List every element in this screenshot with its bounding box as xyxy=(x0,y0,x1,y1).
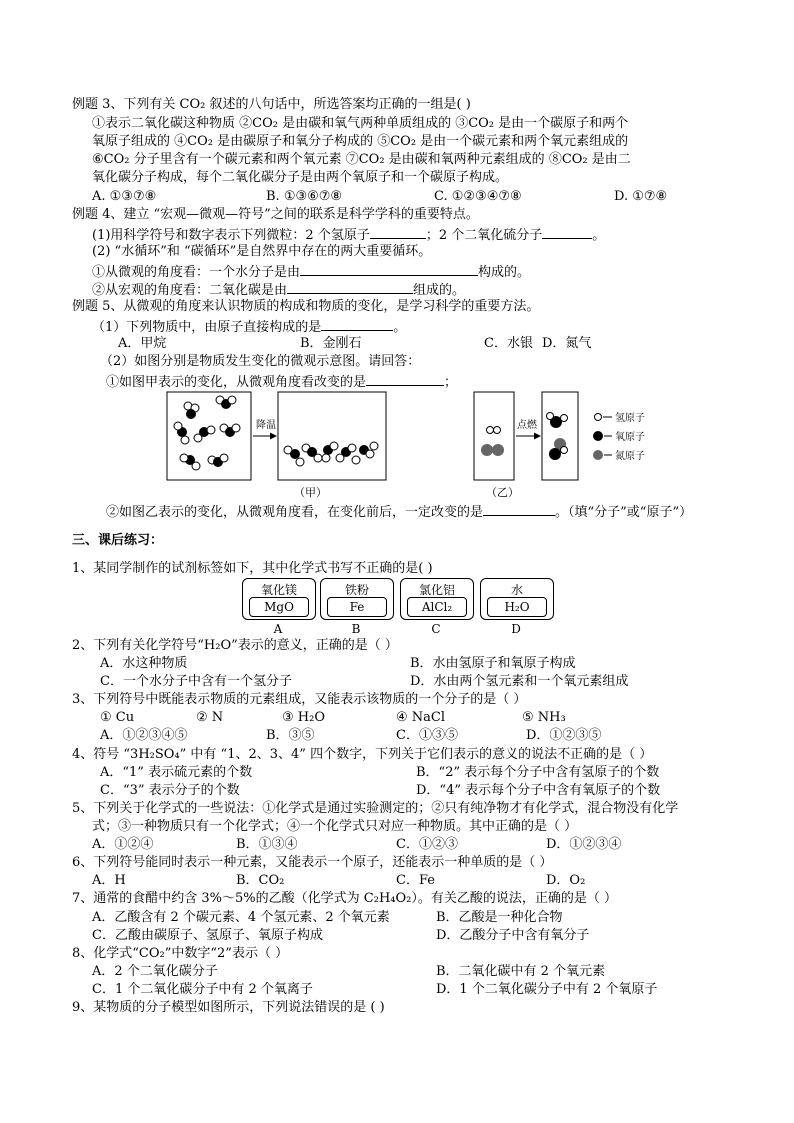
ex3-stem: 例题 3、下列有关 CO₂ 叙述的八句话中，所选答案均正确的一组是( ) xyxy=(72,97,471,112)
ex5-q2a-post: ； xyxy=(444,375,458,390)
q8-stem: 8、化学式“CO₂”中数字“2”表示（ ） xyxy=(72,946,289,961)
ex5-q2a-text: ①如图甲表示的变化，从微观角度看改变的是 xyxy=(106,375,367,390)
microscopic-diagram xyxy=(160,388,680,500)
answer-blank[interactable] xyxy=(542,225,592,239)
reagent-label-a xyxy=(242,578,316,620)
q9-stem: 9、某物质的分子模型如图所示，下列说法错误的是 ( ) xyxy=(72,1000,385,1015)
ex5-option-d: D．氮气 xyxy=(542,336,592,351)
reagent-label-c xyxy=(400,578,474,620)
q8-option-c: C．1 个二氧化碳分子中有 2 个氧离子 xyxy=(92,982,313,997)
q3-option-c: C．①③⑤ xyxy=(396,728,458,743)
reagent-name: 水 xyxy=(510,583,523,597)
figure-label-jia: （甲） xyxy=(294,486,327,499)
ex4-q2a-text: ①从微观的角度看：一个水分子是由 xyxy=(92,265,301,280)
q8-option-b: B．二氧化碳中有 2 个氧元素 xyxy=(436,964,606,979)
figure-label-yi: （乙） xyxy=(486,486,519,499)
q8-option-d: D．1 个二氧化碳分子中有 2 个氧原子 xyxy=(436,982,658,997)
option-letter: D xyxy=(511,622,521,636)
q3-item-5: ⑤ NH₃ xyxy=(522,710,566,725)
arrow-cooling-label: 降温 xyxy=(256,420,276,431)
ex3-line2: 氧原子组成的 ④CO₂ 是由碳原子和氧分子构成的 ⑤CO₂ 是由一个碳元素和两个氧元素组成的 xyxy=(92,134,629,149)
answer-blank[interactable] xyxy=(366,372,444,386)
option-letter: A xyxy=(273,622,283,636)
ex5-q2b-post: 。（填“分子”或“原子”） xyxy=(555,505,693,520)
ex4-q2b-text: ②从宏观的角度看：二氧化碳是由 xyxy=(92,283,288,298)
ex5-q1-post: 。 xyxy=(393,320,407,335)
ex3-option-c: C. ①②③④⑦⑧ xyxy=(434,189,522,204)
reagent-formula: H₂O xyxy=(487,597,547,617)
q5-line1: 5、下列关于化学式的一些说法：①化学式是通过实验测定的；②只有纯净物才有化学式，混合物没有化学 xyxy=(72,801,679,816)
reagent-formula: MgO xyxy=(249,597,309,617)
ex5-option-c: C．水银 xyxy=(484,336,533,351)
q4-option-b: B．“2” 表示每个分子中含有氢原子的个数 xyxy=(416,765,660,780)
reagent-label-b xyxy=(320,578,394,620)
ex4-q2b-post: 组成的。 xyxy=(413,283,466,298)
q5-option-d: D．①②③④ xyxy=(546,837,622,852)
arrow-ignite-label: 点燃 xyxy=(517,420,537,431)
legend-oxygen: 氧原子 xyxy=(615,432,645,443)
ex5-q2b-text: ②如图乙表示的变化，从微观角度看，在变化前后，一定改变的是 xyxy=(106,505,484,520)
ex3-line3: ⑥CO₂ 分子里含有一个碳元素和两个氧元素 ⑦CO₂ 是由碳和氧两种元素组成的 ⑧CO₂ 是由二 xyxy=(92,152,631,167)
ex4-stem: 例题 4、建立 “宏观—微观—符号”之间的联系是科学学科的重要特点。 xyxy=(72,207,479,222)
option-letter: C xyxy=(431,622,441,636)
q3-option-d: D．①②③⑤ xyxy=(526,728,602,743)
q3-item-4: ④ NaCl xyxy=(396,710,446,725)
answer-blank[interactable] xyxy=(483,502,555,516)
answer-blank[interactable] xyxy=(300,262,478,276)
legend-nitrogen: 氮原子 xyxy=(615,451,645,462)
ex4-q1-text-b: ；2 个二氧化硫分子 xyxy=(425,228,543,243)
q5-option-c: C．①②③ xyxy=(396,837,458,852)
reagent-name: 铁粉 xyxy=(344,583,369,597)
q7-option-d: D．乙酸分子中含有氧分子 xyxy=(436,928,590,943)
q2-option-a: A．水这种物质 xyxy=(100,656,188,671)
ex5-stem: 例题 5、从微观的角度来认识物质的构成和物质的变化，是学习科学的重要方法。 xyxy=(72,299,540,314)
q5-option-b: B．①③④ xyxy=(236,837,298,852)
q2-option-b: B．水由氢原子和氧原子构成 xyxy=(410,656,576,671)
q2-option-d: D．水由两个氢元素和一个氧元素组成 xyxy=(410,674,629,689)
q4-stem: 4、符号 “3H₂SO₄” 中有 “1、2、3、4” 四个数字，下列关于它们表示的意义的说法不正确的是（ ） xyxy=(72,747,653,762)
q3-item-2: ② N xyxy=(196,710,224,725)
q6-option-d: D．O₂ xyxy=(546,873,586,888)
ex5-q1-text: （1）下列物质中，由原子直接构成的是 xyxy=(92,320,322,335)
q4-option-a: A．“1” 表示硫元素的个数 xyxy=(100,765,253,780)
q7-option-c: C．乙酸由碳原子、氢原子、氧原子构成 xyxy=(92,928,323,943)
beaker-after xyxy=(278,392,386,480)
ex4-q2b xyxy=(92,280,465,299)
ex4-q1-text-a: (1)用科学符号和数字表示下列微粒：2 个氢原子 xyxy=(92,228,370,243)
q2-option-c: C．一个水分子中含有一个氢分子 xyxy=(100,674,292,689)
q6-stem: 6、下列符号能同时表示一种元素，又能表示一个原子，还能表示一种单质的是（ ） xyxy=(72,855,553,870)
reaction-before xyxy=(474,392,514,480)
q6-option-a: A．H xyxy=(92,873,126,888)
q4-option-d: D．“4” 表示每个分子中含有氧原子的个数 xyxy=(416,783,661,798)
reagent-formula: AlCl₂ xyxy=(407,597,467,617)
answer-blank[interactable] xyxy=(370,225,426,239)
reagent-formula: Fe xyxy=(327,597,387,617)
q6-option-c: C．Fe xyxy=(396,873,435,888)
legend-hydrogen: 氢原子 xyxy=(615,413,645,424)
reagent-name: 氧化镁 xyxy=(260,583,297,597)
q2-stem: 2、下列有关化学符号“H₂O”表示的意义，正确的是（ ） xyxy=(72,638,398,653)
ex5-q2b xyxy=(106,502,692,521)
reagent-name: 氯化铝 xyxy=(418,583,455,597)
q8-option-a: A．2 个二氧化碳分子 xyxy=(92,964,218,979)
q7-option-b: B．乙酸是一种化合物 xyxy=(436,910,563,925)
ex3-line4: 氧化碳分子构成，每个二氧化碳分子是由两个氧原子和一个碳原子构成。 xyxy=(92,170,509,185)
q3-item-3: ③ H₂O xyxy=(282,710,325,725)
q7-option-a: A．乙酸含有 2 个碳元素、4 个氢元素、2 个氧元素 xyxy=(92,910,390,925)
section-heading: 三、课后练习： xyxy=(72,533,164,548)
reaction-after xyxy=(542,392,578,480)
q3-stem: 3、下列符号中既能表示物质的元素组成，又能表示该物质的一个分子的是（ ） xyxy=(72,692,527,707)
reagent-label-d xyxy=(480,578,554,620)
ex3-option-d: D. ①⑦⑧ xyxy=(614,189,668,204)
ex3-line1: ①表示二氧化碳这种物质 ②CO₂ 是由碳和氧气两种单质组成的 ③CO₂ 是由一个碳原子和两个 xyxy=(92,116,629,131)
nitrogen-atom-icon xyxy=(593,450,603,460)
q3-item-1: ① Cu xyxy=(100,710,135,725)
option-letter: B xyxy=(351,622,361,636)
q3-option-b: B．③⑤ xyxy=(266,728,315,743)
ex4-q2a-post: 构成的。 xyxy=(478,265,531,280)
ex4-q2: (2) “水循环”和 “碳循环”是自然界中存在的两大重要循环。 xyxy=(92,244,432,259)
q1-stem: 1、某同学制作的试剂标签如下，其中化学式书写不正确的是( ) xyxy=(72,561,433,576)
q5-option-a: A．①②④ xyxy=(92,837,154,852)
ex3-option-b: B. ①③⑥⑦⑧ xyxy=(266,189,343,204)
q4-option-c: C．“3” 表示分子的个数 xyxy=(100,783,240,798)
ex5-q1 xyxy=(92,317,406,336)
q3-option-a: A．①②③④⑤ xyxy=(100,728,188,743)
answer-blank[interactable] xyxy=(287,280,413,294)
ex4-q1-text-c: 。 xyxy=(592,228,606,243)
q5-line2: 式；③一种物质只有一个化学式；④一个化学式只对应一种物质。其中正确的是（ ） xyxy=(92,819,578,834)
answer-blank[interactable] xyxy=(321,317,393,331)
ex5-option-a: A．甲烷 xyxy=(118,336,167,351)
q6-option-b: B．CO₂ xyxy=(236,873,285,888)
ex5-option-b: B．金刚石 xyxy=(300,336,362,351)
ex4-q1 xyxy=(92,225,605,244)
oxygen-atom-icon xyxy=(593,431,603,441)
ex4-q2a xyxy=(92,262,530,281)
ex3-option-a: A. ①③⑦⑧ xyxy=(92,189,157,204)
hydrogen-atom-icon xyxy=(595,414,602,421)
q7-stem: 7、通常的食醋中约含 3%～5%的乙酸（化学式为 C₂H₄O₂）。有关乙酸的说法，正确的是（ ） xyxy=(72,891,617,906)
ex5-q2: （2）如图分别是物质发生变化的微观示意图。请回答： xyxy=(100,354,421,369)
